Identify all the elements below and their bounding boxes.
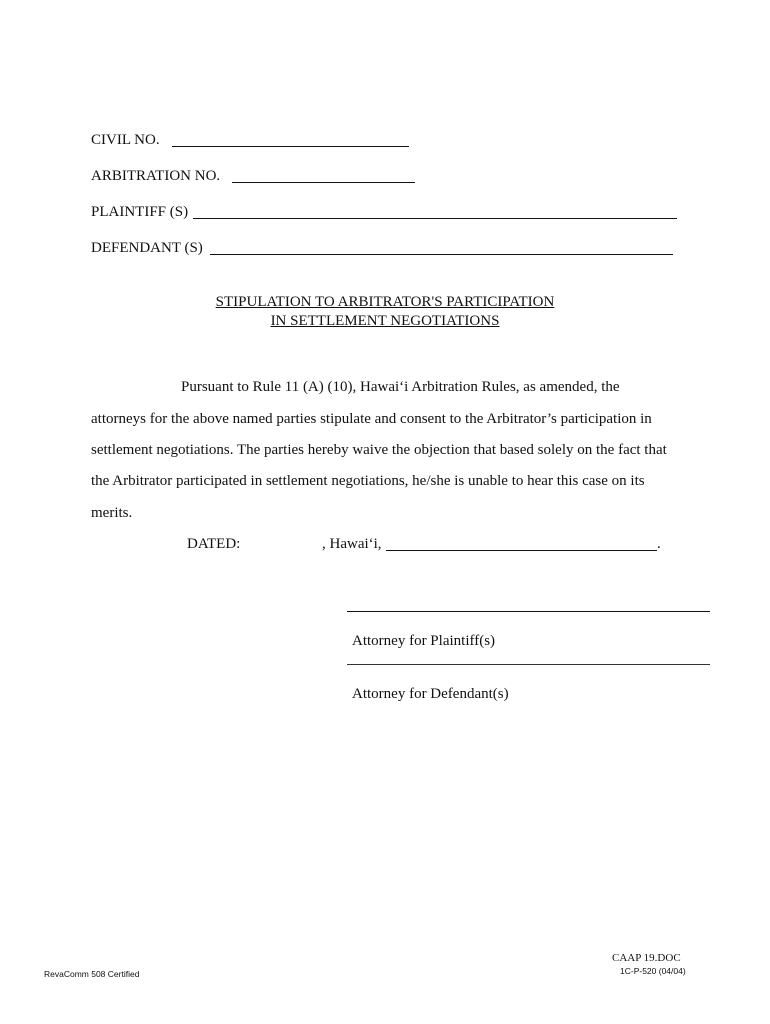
- civil-no-label: CIVIL NO.: [91, 132, 160, 148]
- document-title-line-1: STIPULATION TO ARBITRATOR'S PARTICIPATION: [215, 294, 555, 310]
- arbitration-no-label: ARBITRATION NO.: [91, 168, 221, 184]
- body-line-2: attorneys for the above named parties stipulate and consent to the Arbitrator’s participation in: [91, 411, 652, 427]
- arbitration-no-field[interactable]: [232, 182, 415, 183]
- body-line-5: merits.: [91, 505, 133, 521]
- footer-form-code: 1C-P-520 (04/04): [620, 966, 686, 976]
- body-line-1: Pursuant to Rule 11 (A) (10), Hawai‘i Arbitration Rules, as amended, the: [181, 379, 620, 395]
- dated-label: DATED:: [187, 536, 241, 552]
- body-line-3: settlement negotiations. The parties hereby waive the objection that based solely on the fact that: [91, 442, 667, 458]
- plaintiff-field[interactable]: [193, 218, 677, 219]
- document-title-line-2: IN SETTLEMENT NEGOTIATIONS: [270, 313, 500, 329]
- dated-period: .: [657, 536, 661, 552]
- plaintiff-attorney-signature-line[interactable]: [347, 611, 710, 612]
- body-line-4: the Arbitrator participated in settlement negotiations, he/she is unable to hear this case on its: [91, 473, 645, 489]
- defendant-attorney-signature-line[interactable]: [347, 664, 710, 665]
- footer-certification: RevaComm 508 Certified: [44, 969, 140, 979]
- dated-date-field[interactable]: [386, 550, 657, 551]
- civil-no-field[interactable]: [172, 146, 409, 147]
- footer-doc-name: CAAP 19.DOC: [612, 952, 681, 964]
- plaintiff-attorney-label: Attorney for Plaintiff(s): [352, 633, 496, 649]
- defendant-attorney-label: Attorney for Defendant(s): [352, 686, 509, 702]
- defendant-field[interactable]: [210, 254, 673, 255]
- dated-place: , Hawai‘i,: [322, 536, 382, 552]
- plaintiff-label: PLAINTIFF (S): [91, 204, 189, 220]
- defendant-label: DEFENDANT (S): [91, 240, 203, 256]
